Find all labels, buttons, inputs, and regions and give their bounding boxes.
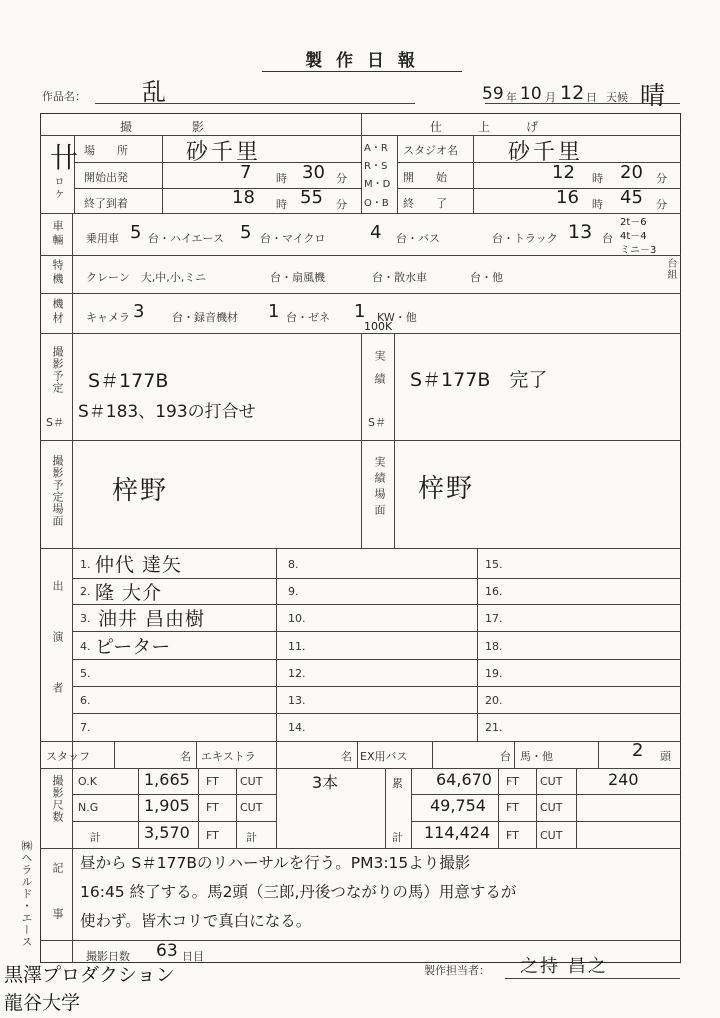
producer-name: 之持 昌之 bbox=[520, 956, 608, 977]
ft-unit: FT bbox=[206, 775, 219, 788]
weather-label: 天候 bbox=[606, 91, 628, 104]
rule bbox=[72, 848, 73, 963]
result-scene-label: 実績場面 bbox=[373, 456, 386, 520]
cast-num: 11. bbox=[288, 640, 306, 653]
total-cut-label: 計 bbox=[246, 831, 257, 844]
arrive-min: 55 bbox=[300, 187, 323, 208]
rule bbox=[72, 659, 681, 660]
cut-unit: CUT bbox=[240, 801, 263, 814]
cast-num: 6. bbox=[80, 694, 91, 707]
cast-num: 8. bbox=[288, 558, 299, 571]
rule bbox=[361, 113, 362, 213]
end-hour-unit: 時 bbox=[592, 198, 603, 211]
cut-unit: CUT bbox=[540, 775, 563, 788]
cast-num: 2. bbox=[80, 585, 91, 598]
end-label: 終 了 bbox=[403, 197, 447, 210]
cast-num: 13. bbox=[288, 694, 306, 707]
ft-unit: FT bbox=[206, 801, 219, 814]
ng-label: N.G bbox=[78, 801, 99, 814]
staff-label: スタッフ bbox=[46, 750, 90, 763]
start-min: 20 bbox=[620, 162, 643, 183]
day-count-value: 63 bbox=[156, 941, 178, 961]
rule bbox=[198, 768, 199, 848]
micro-label: 台・マイクロ bbox=[260, 232, 326, 245]
rule bbox=[40, 768, 681, 769]
recorder-count: 1 bbox=[268, 301, 280, 322]
cast-name: 隆 大介 bbox=[95, 582, 163, 604]
ft-unit: FT bbox=[206, 829, 219, 842]
start-label: 開 始 bbox=[403, 171, 447, 184]
cum-cut-value: 240 bbox=[608, 770, 639, 789]
rule bbox=[162, 135, 163, 213]
depart-hour: 7 bbox=[240, 162, 252, 183]
date-day: 12 bbox=[560, 82, 585, 104]
horse-label: 馬・他 bbox=[520, 750, 553, 763]
depart-label: 開始出発 bbox=[84, 171, 128, 184]
watermark-line1: 黒澤プロダクション bbox=[4, 964, 175, 986]
ok-label: O.K bbox=[78, 775, 97, 788]
cast-num: 18. bbox=[485, 640, 503, 653]
plan-s-mark: S＃ bbox=[46, 416, 64, 429]
equipment-label: 機材 bbox=[51, 298, 64, 326]
date-year-unit: 年 bbox=[506, 91, 517, 104]
gen-label: 台・ゼネ bbox=[286, 311, 330, 324]
special-label: 特機 bbox=[51, 259, 64, 287]
total-value: 3,570 bbox=[144, 823, 190, 842]
arrive-hour: 18 bbox=[232, 187, 255, 208]
rule bbox=[40, 548, 681, 549]
rule bbox=[72, 686, 681, 687]
cast-num: 14. bbox=[288, 721, 306, 734]
finish-header: 仕 上 げ bbox=[430, 120, 539, 134]
rule bbox=[411, 821, 681, 822]
location-value: 砂千里 bbox=[186, 140, 262, 165]
total-label: 計 bbox=[90, 831, 101, 844]
rule bbox=[397, 135, 398, 213]
rule bbox=[114, 741, 115, 768]
plan-s-line2: S＃183、193の打合せ bbox=[78, 402, 256, 422]
hiace-label: 台・ハイエース bbox=[148, 232, 225, 245]
rule bbox=[196, 741, 197, 768]
rule bbox=[72, 578, 681, 579]
camera-label: キャメラ bbox=[86, 311, 130, 324]
crane-label: クレーン 大,中,小,ミニ bbox=[86, 271, 207, 284]
watermark-line2: 龍谷大学 bbox=[4, 992, 81, 1014]
studio-label: スタジオ名 bbox=[403, 144, 458, 157]
rule bbox=[40, 741, 681, 742]
rule bbox=[72, 794, 276, 795]
cast-num: 7. bbox=[80, 721, 91, 734]
cumulative-total-label: 計 bbox=[392, 831, 403, 844]
cast-num: 1. bbox=[80, 558, 91, 571]
cast-num: 3. bbox=[80, 612, 91, 625]
truck-note-4t: 4t－4 bbox=[620, 231, 647, 242]
rule bbox=[40, 940, 681, 941]
rule bbox=[411, 768, 412, 848]
cast-num: 5. bbox=[80, 667, 91, 680]
depart-min: 30 bbox=[302, 162, 325, 183]
other-label: 台・他 bbox=[470, 271, 503, 284]
rule bbox=[276, 741, 277, 768]
page-title: 製 作 日 報 bbox=[305, 51, 419, 71]
rule bbox=[598, 741, 599, 768]
mode-ob: O・B bbox=[364, 198, 389, 209]
cast-num: 17. bbox=[485, 612, 503, 625]
fan-label: 台・扇風機 bbox=[270, 271, 325, 284]
result-s-line1: S＃177B 完了 bbox=[410, 369, 548, 391]
cum-ng-value: 49,754 bbox=[430, 796, 486, 815]
truck-note-mini: ミニ－3 bbox=[620, 245, 657, 256]
rule bbox=[40, 848, 681, 849]
ex-bus-unit: 台 bbox=[500, 750, 511, 763]
rule bbox=[536, 768, 537, 848]
ng-value: 1,905 bbox=[144, 796, 190, 815]
mode-md: M・D bbox=[364, 179, 391, 190]
horse-unit: 頭 bbox=[660, 750, 671, 763]
cut-unit: CUT bbox=[540, 801, 563, 814]
rule bbox=[276, 768, 277, 848]
staff-unit: 名 bbox=[180, 750, 191, 763]
car-count: 5 bbox=[130, 222, 142, 243]
cast-num: 15. bbox=[485, 558, 503, 571]
date-year: 59 bbox=[482, 84, 504, 104]
ex-bus-label: EX用バス bbox=[360, 750, 408, 763]
water-label: 台・散水車 bbox=[372, 271, 427, 284]
title-underline bbox=[262, 71, 462, 72]
day-count-unit: 日目 bbox=[182, 950, 204, 963]
rule bbox=[357, 741, 358, 768]
plan-scene-label: 撮影予定場面 bbox=[51, 455, 64, 527]
truck-count: 13 bbox=[568, 221, 593, 243]
start-hour-unit: 時 bbox=[592, 172, 603, 185]
cast-num: 16. bbox=[485, 585, 503, 598]
work-label: 作品名： bbox=[42, 90, 86, 103]
arrive-min-unit: 分 bbox=[336, 198, 347, 211]
plan-s-line1: S＃177B bbox=[88, 370, 169, 392]
loca-mark: 卄 bbox=[50, 141, 79, 174]
ft-unit: FT bbox=[506, 775, 519, 788]
cast-num: 20. bbox=[485, 694, 503, 707]
cut-unit: CUT bbox=[540, 829, 563, 842]
kw-label: KW・他 bbox=[377, 311, 417, 324]
depart-min-unit: 分 bbox=[336, 172, 347, 185]
loca-label: ロケ bbox=[52, 176, 63, 202]
truck-note-2t: 2t－6 bbox=[620, 217, 647, 228]
car-label: 乗用車 bbox=[86, 232, 119, 245]
rule bbox=[361, 333, 362, 548]
cum-ok-value: 64,670 bbox=[436, 770, 492, 789]
cast-num: 9. bbox=[288, 585, 299, 598]
rule bbox=[498, 768, 499, 848]
rule bbox=[72, 713, 681, 714]
truck-label: 台・トラック bbox=[492, 232, 558, 245]
kw-note: 100K bbox=[364, 320, 393, 333]
rule bbox=[576, 768, 577, 848]
rule bbox=[394, 333, 395, 548]
cast-num: 10. bbox=[288, 612, 306, 625]
arrive-label: 終了到着 bbox=[84, 197, 128, 210]
rule bbox=[473, 135, 474, 213]
notes-line: 16:45 終了する。馬2頭（三郎,丹後つながりの馬）用意するが bbox=[80, 883, 517, 901]
plan-scene-value: 梓野 bbox=[112, 476, 169, 506]
cut-unit: CUT bbox=[240, 775, 263, 788]
cast-label: 出演者 bbox=[51, 580, 64, 733]
date-day-unit: 日 bbox=[586, 91, 597, 104]
cast-num: 12. bbox=[288, 667, 306, 680]
end-min: 45 bbox=[620, 187, 643, 208]
cast-num: 4. bbox=[80, 640, 91, 653]
weather-value: 晴 bbox=[640, 81, 666, 110]
mode-rs: R・S bbox=[364, 161, 388, 172]
side-company: ㈱ヘラルド・エース bbox=[20, 840, 33, 948]
footage-label: 撮影尺数 bbox=[51, 775, 64, 823]
producer-underline bbox=[505, 978, 680, 979]
camera-count: 3 bbox=[133, 301, 145, 322]
ok-value: 1,665 bbox=[144, 770, 190, 789]
arrive-hour-unit: 時 bbox=[276, 198, 287, 211]
day-count-label: 撮影日数 bbox=[86, 950, 130, 963]
ft-unit: FT bbox=[506, 829, 519, 842]
gen-count: 1 bbox=[354, 301, 366, 322]
cum-total-value: 114,424 bbox=[424, 823, 491, 842]
rule bbox=[411, 794, 681, 795]
work-value: 乱 bbox=[142, 78, 166, 106]
studio-value: 砂千里 bbox=[508, 140, 584, 165]
cast-name: 油井 昌由樹 bbox=[98, 608, 206, 630]
rule bbox=[40, 213, 681, 214]
ft-unit: FT bbox=[506, 801, 519, 814]
plan-s-label: 撮影予定 bbox=[51, 346, 64, 394]
cast-num: 19. bbox=[485, 667, 503, 680]
rule bbox=[432, 741, 433, 768]
recorder-label: 台・録音機材 bbox=[172, 311, 238, 324]
notes-line: 使わず。皆木コリで真白になる。 bbox=[80, 912, 312, 930]
depart-hour-unit: 時 bbox=[276, 172, 287, 185]
notes-line: 昼から S＃177Bのリハーサルを行う。PM3:15より撮影 bbox=[80, 854, 471, 872]
rule bbox=[514, 741, 515, 768]
result-s-mark: S＃ bbox=[368, 416, 386, 429]
horse-count: 2 bbox=[632, 740, 644, 761]
start-hour: 12 bbox=[552, 162, 575, 183]
work-underline bbox=[95, 103, 415, 104]
rule bbox=[138, 768, 139, 848]
vehicles-label: 車輛 bbox=[51, 220, 64, 248]
location-label: 場 所 bbox=[84, 144, 128, 157]
micro-count: 4 bbox=[370, 222, 382, 243]
rule bbox=[40, 293, 681, 294]
shoot-header: 撮 影 bbox=[120, 120, 205, 134]
cut-note: 3本 bbox=[312, 773, 339, 792]
rule bbox=[236, 768, 237, 848]
producer-label: 製作担当者： bbox=[424, 964, 490, 977]
hiace-count: 5 bbox=[240, 222, 252, 243]
notes-label: 記 事 bbox=[51, 862, 64, 931]
end-min-unit: 分 bbox=[656, 198, 667, 211]
extra-label: エキストラ bbox=[201, 750, 256, 763]
extra-unit: 名 bbox=[341, 750, 352, 763]
cast-num: 21. bbox=[485, 721, 503, 734]
cast-name: ピーター bbox=[95, 636, 171, 658]
rule bbox=[72, 821, 276, 822]
date-month: 10 bbox=[520, 84, 542, 104]
date-month-unit: 月 bbox=[545, 91, 556, 104]
cumulative-label: 累 bbox=[392, 777, 403, 790]
set-label: 台組 bbox=[665, 258, 676, 280]
start-min-unit: 分 bbox=[656, 172, 667, 185]
bus-label: 台・バス bbox=[396, 232, 440, 245]
result-s-label: 実績 bbox=[373, 350, 386, 396]
cast-name: 仲代 達矢 bbox=[95, 554, 183, 576]
truck-unit: 台 bbox=[602, 232, 613, 245]
rule bbox=[385, 768, 386, 848]
result-scene-value: 梓野 bbox=[418, 474, 475, 504]
mode-ar: A・R bbox=[364, 143, 388, 154]
rule bbox=[40, 255, 681, 256]
end-hour: 16 bbox=[556, 187, 579, 208]
